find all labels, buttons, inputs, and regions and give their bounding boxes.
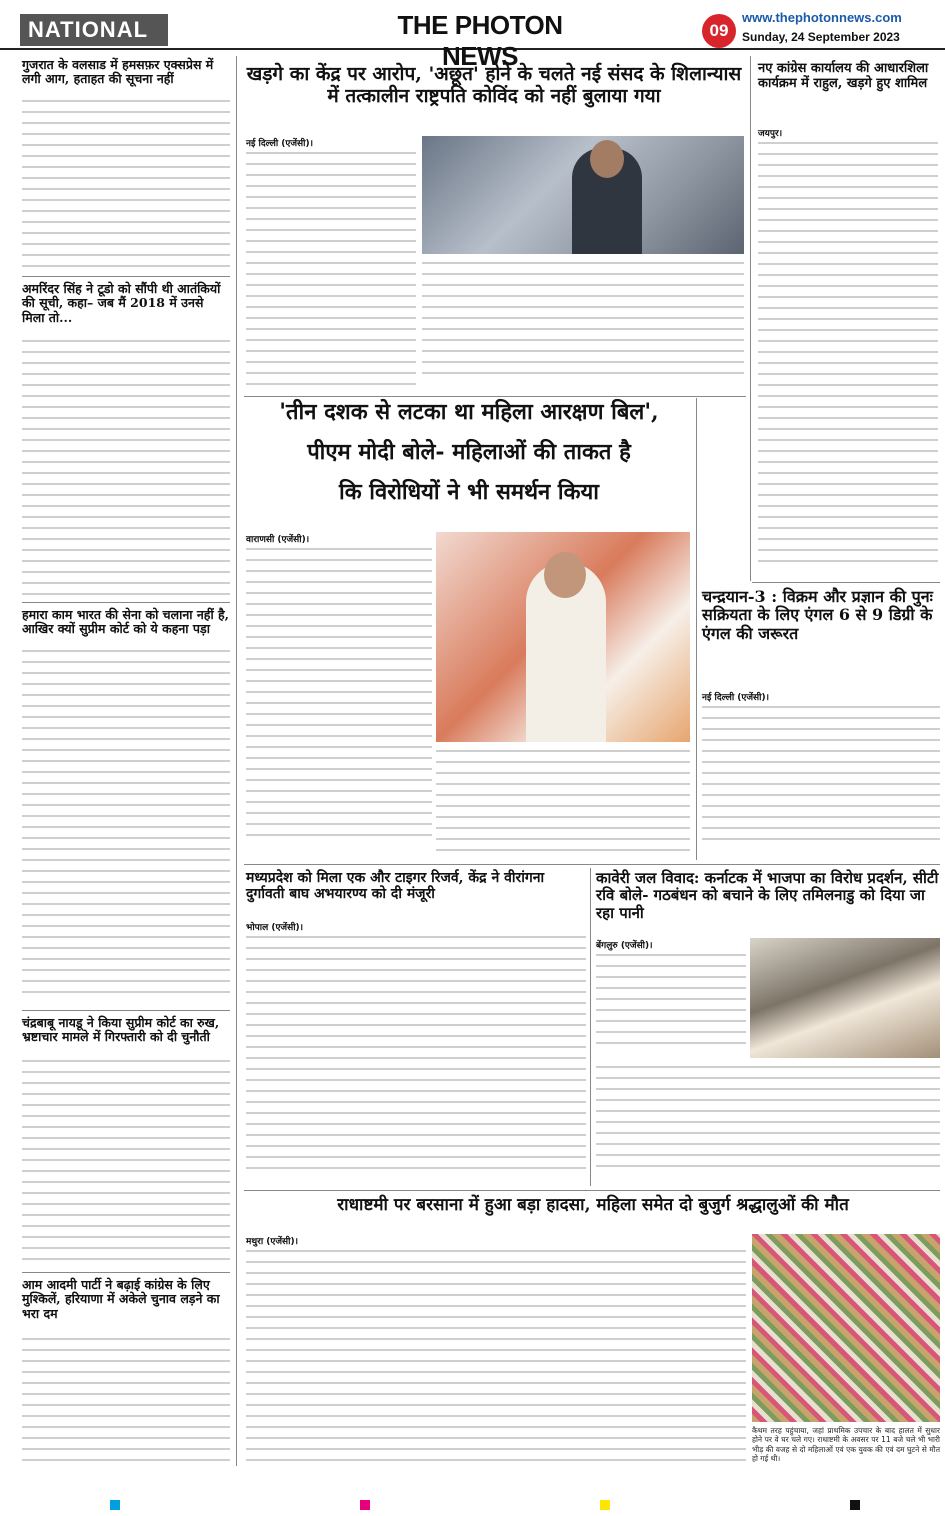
column-divider	[750, 56, 751, 581]
column-divider	[236, 56, 237, 1466]
story-dateline: नई दिल्ली (एजेंसी)।	[702, 693, 769, 703]
story-dateline: जयपुर।	[758, 129, 783, 139]
lead-body	[422, 260, 744, 390]
center-headline-line3: कि विरोधियों ने भी समर्थन किया	[339, 479, 599, 505]
story-dateline: मथुरा (एजेंसी)।	[246, 1237, 298, 1247]
story-dateline: बेंगलुरु (एजेंसी)।	[596, 941, 653, 951]
story-body	[596, 1064, 940, 1184]
masthead: THE PHOTON NEWS	[397, 10, 563, 71]
photo-caption: कैथम तरह पहुंचाया, जहां प्राथमिक उपचार के बाद हालत में सुधार होने पर वे घर चले गए। राधाष्टमी के अवसर पर 11 बजे चले भी भारी भीड़ की वजह से दो महिलाओं एवं एक युवक की एवं दम घुटने से मौत हो गई थी।	[752, 1426, 940, 1464]
lead-body	[246, 150, 416, 390]
story-body	[22, 338, 230, 598]
story-headline: गुजरात के वलसाड में हमसफ़र एक्सप्रेस में लगी आग, हताहत की सूचना नहीं	[22, 57, 214, 87]
story-headline: राधाष्टमी पर बरसाना में हुआ बड़ा हादसा, महिला समेत दो बुजुर्ग श्रद्धालुओं की मौत	[337, 1195, 849, 1215]
kaveri-photo	[750, 938, 940, 1058]
left-column	[22, 58, 230, 1468]
story-body	[22, 98, 230, 278]
story-body	[246, 1248, 746, 1468]
barsana-photo	[752, 1234, 940, 1422]
center-photo	[436, 532, 690, 742]
issue-date: Sunday, 24 September 2023	[742, 30, 900, 44]
story-headline: चन्द्रयान-3 : विक्रम और प्रज्ञान की पुनः सक्रियता के लिए एंगल 6 से 9 डिग्री के एंगल की जरूरत	[702, 587, 933, 643]
story-body	[596, 952, 746, 1052]
story-body	[702, 704, 940, 854]
lead-headline: खड़गे का केंद्र पर आरोप, 'अछूत' होने के चलते नई संसद के शिलान्यास में तत्कालीन राष्ट्रपति कोविंद को नहीं बुलाया गया	[246, 63, 742, 107]
story-dateline: वाराणसी (एजेंसी)।	[246, 535, 310, 545]
story-body	[22, 1336, 230, 1466]
story-dateline: भोपाल (एजेंसी)।	[246, 923, 304, 933]
lead-dateline: नई दिल्ली (एजेंसी)।	[246, 139, 313, 149]
story-body	[22, 1058, 230, 1268]
story-headline: अमरिंदर सिंह ने टूडो को सौंपी थी आतंकियों की सूची, कहा– जब मैं 2018 में उनसे मिला तो...	[22, 281, 221, 325]
story-body	[436, 748, 690, 858]
website-link[interactable]: www.thephotonnews.com	[742, 10, 902, 25]
story-body	[246, 934, 586, 1184]
story-headline: मध्यप्रदेश को मिला एक और टाइगर रिजर्व, केंद्र ने वीरांगना दुर्गावती बाघ अभयारण्य को दी मंजूरी	[246, 870, 545, 903]
center-headline-line2: पीएम मोदी बोले- महिलाओं की ताकत है	[307, 439, 631, 465]
section-label: NATIONAL	[20, 14, 168, 46]
center-headline-line1: 'तीन दशक से लटका था महिला आरक्षण बिल',	[279, 399, 659, 425]
story-headline: चंद्रबाबू नायडू ने किया सुप्रीम कोर्ट का रुख, भ्रष्टाचार मामले में गिरफ्तारी को दी चुनौती	[22, 1015, 220, 1045]
story-headline: हमारा काम भारत की सेना को चलाना नहीं है, आखिर क्यों सुप्रीम कोर्ट को ये कहना पड़ा	[22, 607, 230, 637]
story-headline: नए कांग्रेस कार्यालय की आधारशिला कार्यक्रम में राहुल, खड़गे हुए शामिल	[758, 61, 929, 91]
page-number: 09	[702, 14, 736, 48]
story-body	[758, 140, 938, 580]
story-body	[22, 648, 230, 1008]
story-body	[246, 546, 432, 846]
lead-photo	[422, 136, 744, 254]
story-headline: आम आदमी पार्टी ने बढ़ाई कांग्रेस के लिए मुश्किलें, हरियाणा में अकेले चुनाव लड़ने का भरा दम	[22, 1277, 220, 1321]
story-headline: कावेरी जल विवाद: कर्नाटक में भाजपा का विरोध प्रदर्शन, सीटी रवि बोले- गठबंधन को बचाने के लिए तमिलनाडु को दिया जा रहा पानी	[596, 869, 939, 922]
